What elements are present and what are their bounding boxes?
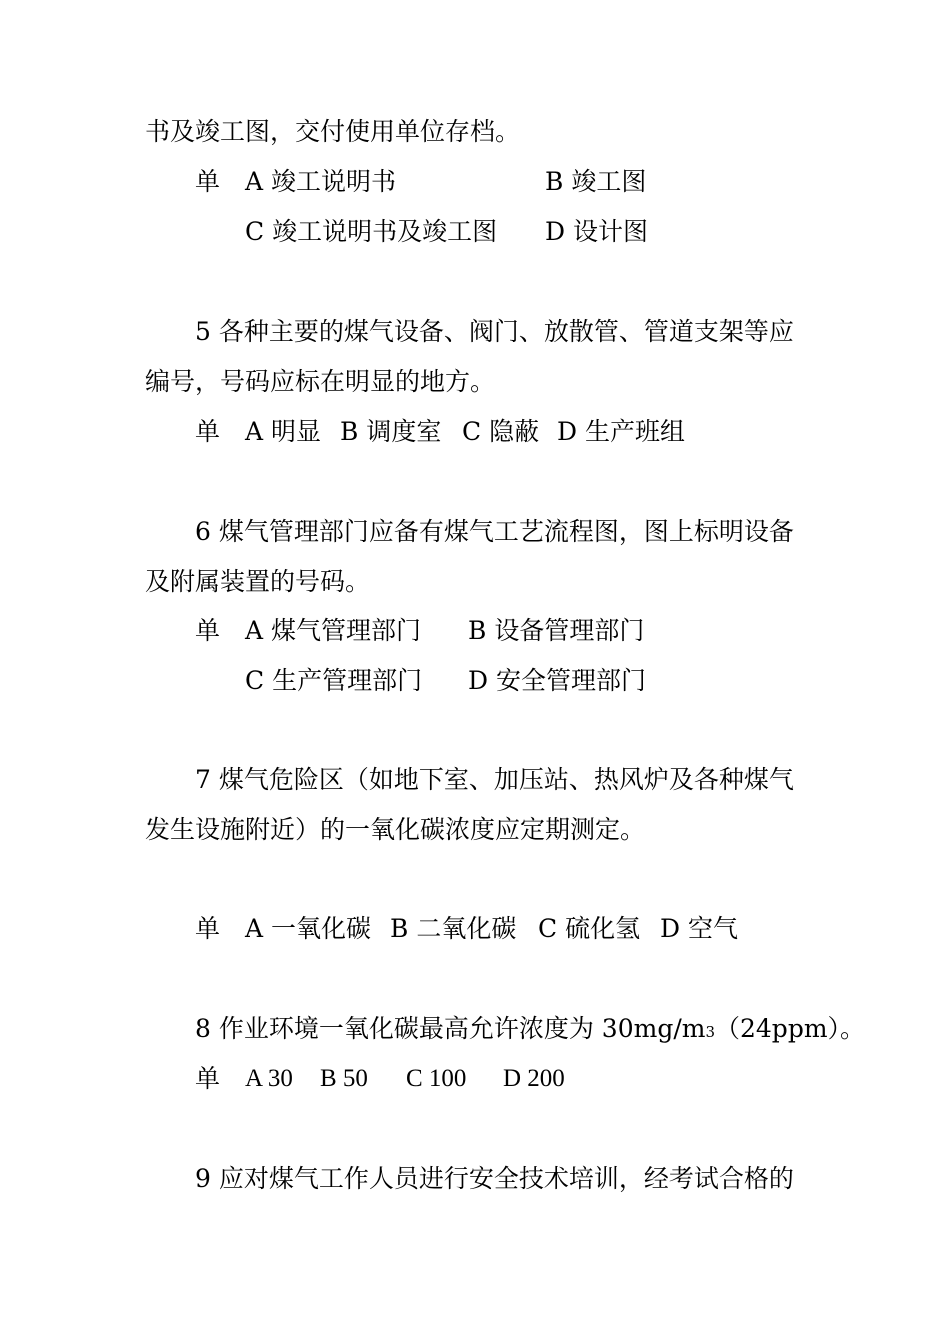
q6-text-line-1: 6 煤气管理部门应备有煤气工艺流程图，图上标明设备: [195, 517, 794, 546]
q8-superscript: 3: [705, 1023, 715, 1041]
q6-option-b: B 设备管理部门: [468, 616, 645, 645]
q4-text-line: 书及竣工图，交付使用单位存档。: [145, 117, 521, 146]
q5-option-c: C 隐蔽: [462, 417, 540, 446]
q5-text-line-1: 5 各种主要的煤气设备、阀门、放散管、管道支架等应: [195, 317, 794, 346]
q7-option-b: B 二氧化碳: [390, 914, 517, 943]
q9-text-line-1: 9 应对煤气工作人员进行安全技术培训，经考试合格的: [195, 1164, 794, 1193]
q8-option-b: B 50: [320, 1065, 368, 1092]
q4-option-b: B 竣工图: [545, 167, 647, 196]
q8-text-line: [195, 1013, 865, 1048]
q8-option-d: D 200: [503, 1065, 565, 1092]
q7-type-label: 单: [195, 914, 221, 943]
q4-option-a: A 竣工说明书: [245, 167, 397, 196]
q7-option-a: A 一氧化碳: [245, 914, 372, 943]
q7-option-c: C 硫化氢: [538, 914, 641, 943]
q4-option-d: D 设计图: [545, 217, 648, 246]
q7-text-line-2: 发生设施附近）的一氧化碳浓度应定期测定。: [145, 815, 646, 844]
q5-option-d: D 生产班组: [557, 417, 685, 446]
q8-option-c: C 100: [406, 1065, 467, 1092]
q5-option-a: A 明显: [245, 417, 322, 446]
q8-type-label: 单: [195, 1064, 221, 1093]
q8-text-main: 8 作业环境一氧化碳最高允许浓度为 30mg/m: [195, 1014, 706, 1043]
q8-option-a: A 30: [245, 1065, 293, 1092]
q6-option-d: D 安全管理部门: [468, 666, 646, 695]
q5-type-label: 单: [195, 417, 221, 446]
q4-type-label: 单: [195, 167, 221, 196]
q6-option-c: C 生产管理部门: [245, 666, 423, 695]
q4-option-c: C 竣工说明书及竣工图: [245, 217, 498, 246]
q5-text-line-2: 编号，号码应标在明显的地方。: [145, 367, 496, 396]
q7-option-d: D 空气: [660, 914, 738, 943]
q6-type-label: 单: [195, 616, 221, 645]
q7-text-line-1: 7 煤气危险区（如地下室、加压站、热风炉及各种煤气: [195, 765, 794, 794]
q6-text-line-2: 及附属装置的号码。: [145, 567, 371, 596]
q6-option-a: A 煤气管理部门: [245, 616, 422, 645]
q5-option-b: B 调度室: [340, 417, 442, 446]
q8-text-tail: （24ppm）。: [715, 1014, 866, 1043]
